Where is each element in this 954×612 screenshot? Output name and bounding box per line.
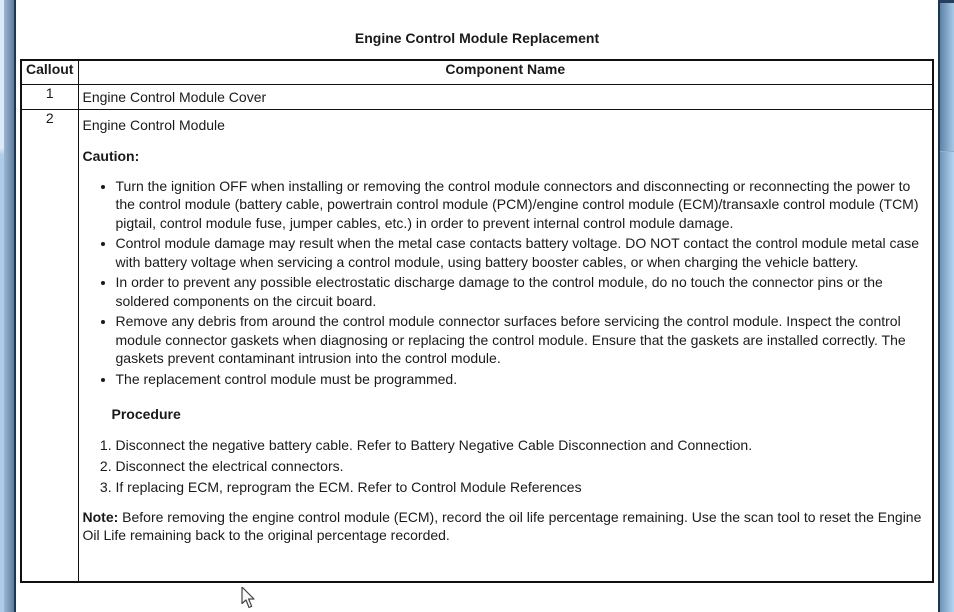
component-name-text: Engine Control Module [82, 116, 225, 133]
left-frame-bar [4, 0, 16, 612]
callout-number: 2 [21, 109, 78, 582]
note-paragraph [83, 508, 927, 545]
mouse-cursor-icon [241, 587, 256, 609]
caution-item: • In order to prevent any possible electrostatic discharge damage to the control module, do no touch the connector pins or the soldered components on the circuit board. [116, 273, 927, 310]
caution-item: • The replacement control module must be programmed. [116, 370, 927, 389]
vertical-scrollbar-track[interactable] [938, 0, 954, 612]
note-label: Note: [82, 508, 119, 525]
procedure-step: 3. If replacing ECM, reprogram the ECM. Refer to Control Module References [116, 478, 927, 497]
procedure-heading: Procedure [111, 406, 181, 422]
caution-bullet-list [83, 177, 927, 389]
callout-number: 1 [21, 84, 78, 109]
component-table [20, 59, 934, 583]
procedure-step: 1. Disconnect the negative battery cable. Refer to Battery Negative Cable Disconnection and Connection. [116, 436, 927, 455]
caution-heading: Caution: [82, 148, 140, 164]
table-row [21, 109, 933, 582]
note-text: Before removing the engine control module (ECM), record the oil life percentage remaining. Use the scan tool to reset the Engine Oil Life remaining back to the original percentage recorded. [82, 508, 922, 543]
vertical-scrollbar-thumb[interactable] [940, 0, 954, 152]
procedure-step: 2. Disconnect the electrical connectors. [116, 457, 927, 476]
caution-item: • Control module damage may result when the metal case contacts battery voltage. DO NOT contact the control module metal case with battery voltage when servicing a control module, using battery booster cables, or when charging the vehicle battery. [116, 234, 927, 271]
caution-item: • Turn the ignition OFF when installing or removing the control module connectors and disconnecting or reconnecting the power to the control module (battery cable, powertrain control module (PCM)/engine control module (ECM)/transaxle control module (TCM) pigtail, control module fuse, jumper cables, etc.) in order to prevent internal control module damage. [116, 177, 927, 233]
component-name-column-header: Component Name [78, 60, 933, 84]
caution-item: • Remove any debris from around the control module connector surfaces before servicing the control module. Inspect the control module connector gaskets when diagnosing or replacing the control module. Ensure that the gaskets are installed correctly. The gaskets prevent contaminant intrusion into the control module. [116, 312, 927, 368]
component-detail-cell [78, 109, 933, 582]
procedure-step-list [83, 436, 927, 497]
table-header-row [21, 60, 933, 84]
table-row [21, 84, 933, 109]
callout-column-header: Callout [21, 60, 78, 84]
left-window-edge [0, 0, 16, 612]
page-title: Engine Control Module Replacement [354, 30, 600, 46]
component-name-cell: Engine Control Module Cover [78, 84, 933, 109]
